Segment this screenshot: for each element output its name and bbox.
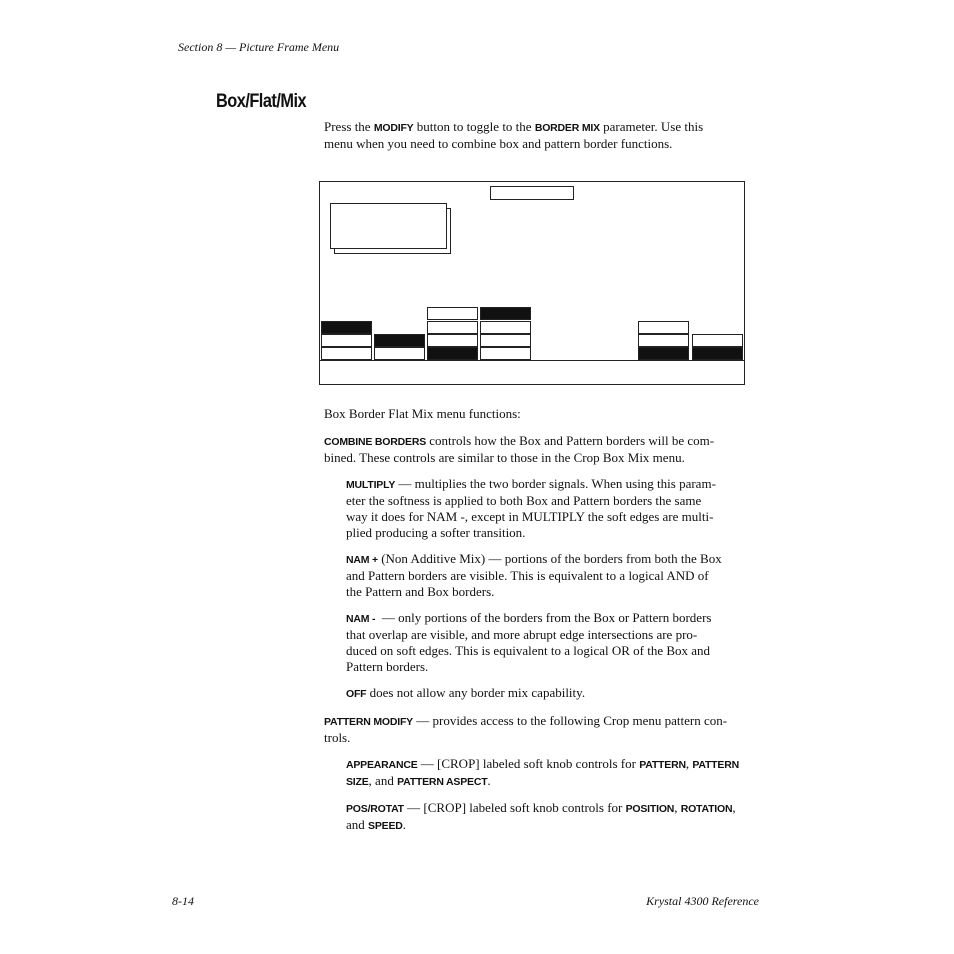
softkey [638,334,689,347]
keyword-multiply: MULTIPLY [346,479,396,491]
menu-divider [320,360,744,361]
softkey [427,334,478,347]
menu-panel [330,203,447,249]
page-number: 8-14 [172,894,194,908]
softkey [638,321,689,334]
keyword-nam-minus: NAM - [346,613,376,625]
appearance-paragraph: APPEARANCE — [CROP] labeled soft knob controls for PATTERN, PATTERN SIZE, and PATTERN ASPECT. [346,756,739,788]
softkey [480,347,531,360]
nam-plus-paragraph: NAM + (Non Additive Mix) — portions of the borders from both the Box and Pattern borders are visible. This is equivalent to a logical AND of the Pattern and Box borders. [346,551,722,599]
figure-caption: Box Border Flat Mix menu functions: [324,406,521,421]
keyword-off: OFF [346,688,367,700]
keyword-nam-plus: NAM + [346,554,378,566]
softkey [480,334,531,347]
keyword-combine-borders: COMBINE BORDERS [324,436,427,448]
keyword-pattern-aspect: PATTERN ASPECT [397,776,488,788]
keyword-pattern-modify: PATTERN MODIFY [324,716,413,728]
pattern-modify-paragraph: PATTERN MODIFY — provides access to the following Crop menu pattern con- trols. [324,713,728,745]
keyword-appearance: APPEARANCE [346,759,418,771]
keyword-pattern: PATTERN [692,759,739,771]
keyword-pattern: PATTERN [639,759,686,771]
menu-title-box [490,186,574,200]
softkey [374,334,425,347]
intro-paragraph: Press the MODIFY button to toggle to the BORDER MIX parameter. Use this menu when you need to combine box and pattern border functions. [324,119,704,151]
posrotat-paragraph: POS/ROTAT — [CROP] labeled soft knob controls for POSITION, ROTATION, and SPEED. [346,800,736,832]
softkey [427,347,478,360]
softkey [427,307,478,320]
softkey [480,321,531,334]
softkey [321,347,372,360]
off-paragraph: OFF does not allow any border mix capability. [346,685,586,700]
keyword-posrotat: POS/ROTAT [346,803,404,815]
softkey [692,334,743,347]
keyword-modify: MODIFY [373,122,414,134]
softkey [321,334,372,347]
softkey [480,307,531,320]
book-title: Krystal 4300 Reference [646,894,759,908]
menu-diagram [319,181,745,385]
keyword-size: SIZE [346,776,369,788]
softkey [692,347,743,360]
keyword-speed: SPEED [368,820,403,832]
combine-borders-paragraph: COMBINE BORDERS controls how the Box and Pattern borders will be com- bined. These controls are similar to those in the Crop Box Mix menu. [324,433,715,465]
running-header: Section 8 — Picture Frame Menu [178,40,340,54]
softkey [638,347,689,360]
keyword-position: POSITION [625,803,675,815]
multiply-paragraph: MULTIPLY — multiplies the two border signals. When using this param- eter the softness is applied to both Box and Pattern borders the same way it does for NAM -, except in MULTIPLY the soft edges are multi- plied producing a softer transition. [346,476,716,540]
softkey [374,347,425,360]
nam-minus-paragraph: NAM - — only portions of the borders from the Box or Pattern borders that overlap are visible, and more abrupt edge intersections are pro- duced on soft edges. This is equivalent to a logical OR of the Box and Pattern borders. [346,610,712,674]
section-title: Box/Flat/Mix [216,91,307,112]
softkey [321,321,372,334]
keyword-rotation: ROTATION [680,803,733,815]
keyword-border-mix: BORDER MIX [534,122,600,134]
softkey [427,321,478,334]
